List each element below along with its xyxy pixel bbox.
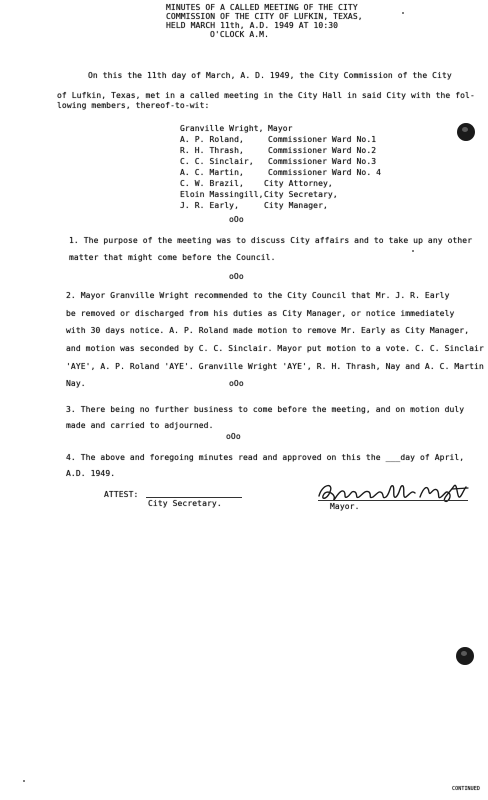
member-title: Commissioner Ward No.2 xyxy=(268,146,377,155)
item-2-line-6: Nay. xyxy=(66,379,86,388)
item-4-line-2: A.D. 1949. xyxy=(66,469,116,478)
mayor-signature-line xyxy=(318,500,468,501)
binder-hole xyxy=(456,647,474,665)
separator: oOo xyxy=(229,379,244,388)
attest-label: ATTEST: xyxy=(104,490,139,499)
item-3-line-2: made and carried to adjourned. xyxy=(66,421,214,430)
member-name: J. R. Early, xyxy=(180,201,239,210)
member-name: A. P. Roland, xyxy=(180,135,244,144)
header-line-1: MINUTES OF A CALLED MEETING OF THE CITY xyxy=(166,3,358,12)
member-title: City Manager, xyxy=(264,201,328,210)
header-line-3: HELD MARCH 11th, A.D. 1949 AT 10:30 xyxy=(166,21,339,30)
member-title: Commissioner Ward No.1 xyxy=(268,135,377,144)
scan-speck xyxy=(412,250,414,252)
item-2-line-2: be removed or discharged from his duties as City Manager, or notice immediately xyxy=(66,309,455,318)
binder-hole xyxy=(457,123,475,141)
secretary-signature-line xyxy=(146,497,242,498)
scan-speck xyxy=(23,780,25,782)
member-name: R. H. Thrash, xyxy=(180,146,244,155)
member-name: A. C. Martin, xyxy=(180,168,244,177)
item-2-line-5: 'AYE', A. P. Roland 'AYE'. Granville Wright 'AYE', R. H. Thrash, Nay and A. C. Martin xyxy=(66,362,484,371)
member-title: City Secretary, xyxy=(264,190,338,199)
separator: oOo xyxy=(229,215,244,224)
member-title: Commissioner Ward No.3 xyxy=(268,157,377,166)
item-2-line-1: 2. Mayor Granville Wright recommended to the City Council that Mr. J. R. Early xyxy=(66,291,450,300)
header-line-4: O'CLOCK A.M. xyxy=(210,30,269,39)
separator: oOo xyxy=(226,432,241,441)
header-line-2: COMMISSION OF THE CITY OF LUFKIN, TEXAS, xyxy=(166,12,363,21)
footer-mark: CONTINUED xyxy=(452,786,480,792)
member-title: Commissioner Ward No. 4 xyxy=(268,168,382,177)
member-title: Mayor xyxy=(268,124,293,133)
intro-line-2: of Lufkin, Texas, met in a called meeting in the City Hall in said City with the fol- xyxy=(57,91,475,100)
scan-speck xyxy=(402,12,404,14)
member-name: C. W. Brazil, xyxy=(180,179,244,188)
item-1-line-2: matter that might come before the Council. xyxy=(69,253,276,262)
intro-line-3: lowing members, thereof-to-wit: xyxy=(57,101,210,110)
member-name: Granville Wright, xyxy=(180,124,264,133)
separator: oOo xyxy=(229,272,244,281)
item-2-line-3: with 30 days notice. A. P. Roland made motion to remove Mr. Early as City Manager, xyxy=(66,326,470,335)
intro-line-1: On this the 11th day of March, A. D. 1949, the City Commission of the City xyxy=(88,71,452,80)
item-4-line-1: 4. The above and foregoing minutes read and approved on this the ___day of April, xyxy=(66,453,465,462)
mayor-label: Mayor. xyxy=(330,502,360,511)
item-3-line-1: 3. There being no further business to come before the meeting, and on motion duly xyxy=(66,405,465,414)
item-2-line-4: and motion was seconded by C. C. Sinclair. Mayor put motion to a vote. C. C. Sinclair xyxy=(66,344,484,353)
member-name: Eloin Massingill, xyxy=(180,190,264,199)
secretary-label: City Secretary. xyxy=(148,499,222,508)
member-title: City Attorney, xyxy=(264,179,333,188)
item-1-line-1: 1. The purpose of the meeting was to discuss City affairs and to take up any other xyxy=(69,236,473,245)
member-name: C. C. Sinclair, xyxy=(180,157,254,166)
